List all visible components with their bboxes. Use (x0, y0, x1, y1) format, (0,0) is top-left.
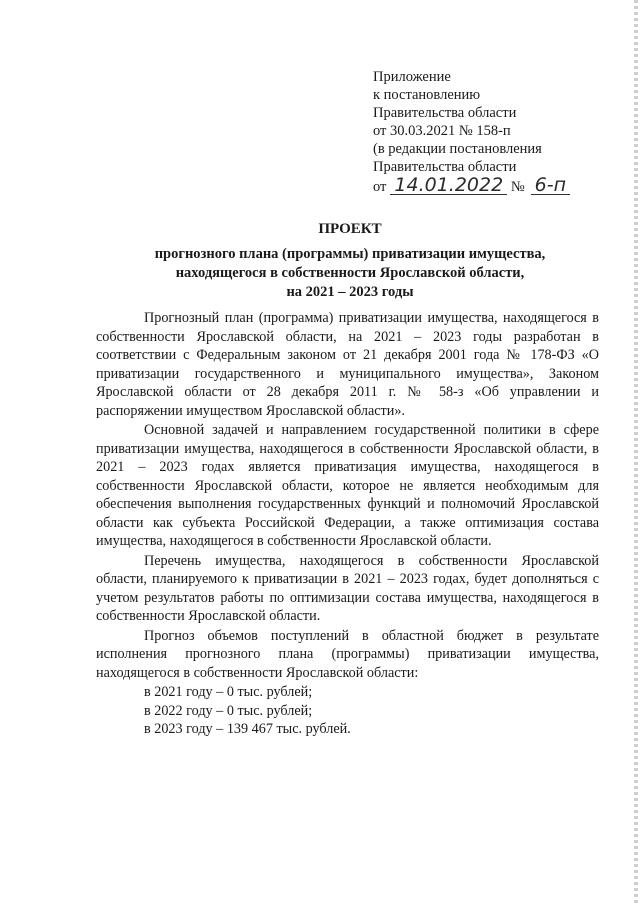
handwritten-number: 6-п (531, 176, 570, 195)
scan-edge (634, 0, 638, 905)
appendix-line: Правительства области (373, 159, 517, 175)
forecast-item: в 2021 году – 0 тыс. рублей; (144, 684, 313, 700)
appendix-line: от 30.03.2021 № 158-п (373, 123, 511, 139)
forecast-item: в 2023 году – 139 467 тыс. рублей. (144, 721, 351, 737)
paragraph: Основной задачей и направлением государственной политики в сфере приватизации имущества, находящегося в собственности Ярославской области, в 2021 – 2023 годах является приватизация имущества, находящегося в собственности Ярославской области, которое не является необходимым для обеспечения выполнения государственных функций и полномочий Ярославской области как субъекта Российской Федерации, а также оптимизация состава имущества, находящегося в собственности Ярославской области. (96, 422, 599, 549)
title-main: ПРОЕКТ (318, 221, 382, 237)
title-line: на 2021 – 2023 годы (286, 284, 414, 300)
forecast-item: в 2022 году – 0 тыс. рублей; (144, 702, 313, 719)
document-body (96, 309, 599, 739)
title-line: находящегося в собственности Ярославской области, (175, 265, 525, 281)
appendix-block (373, 68, 570, 196)
appendix-line: Правительства области (373, 105, 517, 121)
paragraph: Прогноз объемов поступлений в областной бюджет в результате исполнения прогнозного плана (программы) приватизации имущества, находящегося в собственности Ярославской области: (96, 627, 599, 681)
title-line: прогнозного плана (программы) приватизации имущества, (154, 246, 546, 262)
appendix-line: (в редакции постановления (373, 141, 542, 157)
number-sign: № (510, 179, 525, 195)
appendix-prefix: от (373, 179, 387, 195)
appendix-line: Приложение (373, 69, 451, 85)
appendix-date-line (373, 176, 570, 196)
paragraph: Перечень имущества, находящегося в собственности Ярославской области, планируемого к приватизации в 2021 – 2023 годах, будет дополняться с учетом результатов работы по оптимизации состава имущества, находящегося в собственности Ярославской области. (96, 552, 599, 624)
appendix-line: к постановлению (373, 87, 481, 103)
document-title (90, 220, 610, 302)
handwritten-date: 14.01.2022 (390, 176, 507, 195)
paragraph: Прогнозный план (программа) приватизации имущества, находящегося в собственности Ярославской области, на 2021 – 2023 годы разработан в соответствии с Федеральным законом от 21 декабря 2001 года № 178-ФЗ «О приватизации государственного и муниципального имущества», Законом Ярославской области от 28 декабря 2011 г. № 58-з «Об управлении и распоряжении имуществом Ярославской области». (96, 310, 599, 419)
